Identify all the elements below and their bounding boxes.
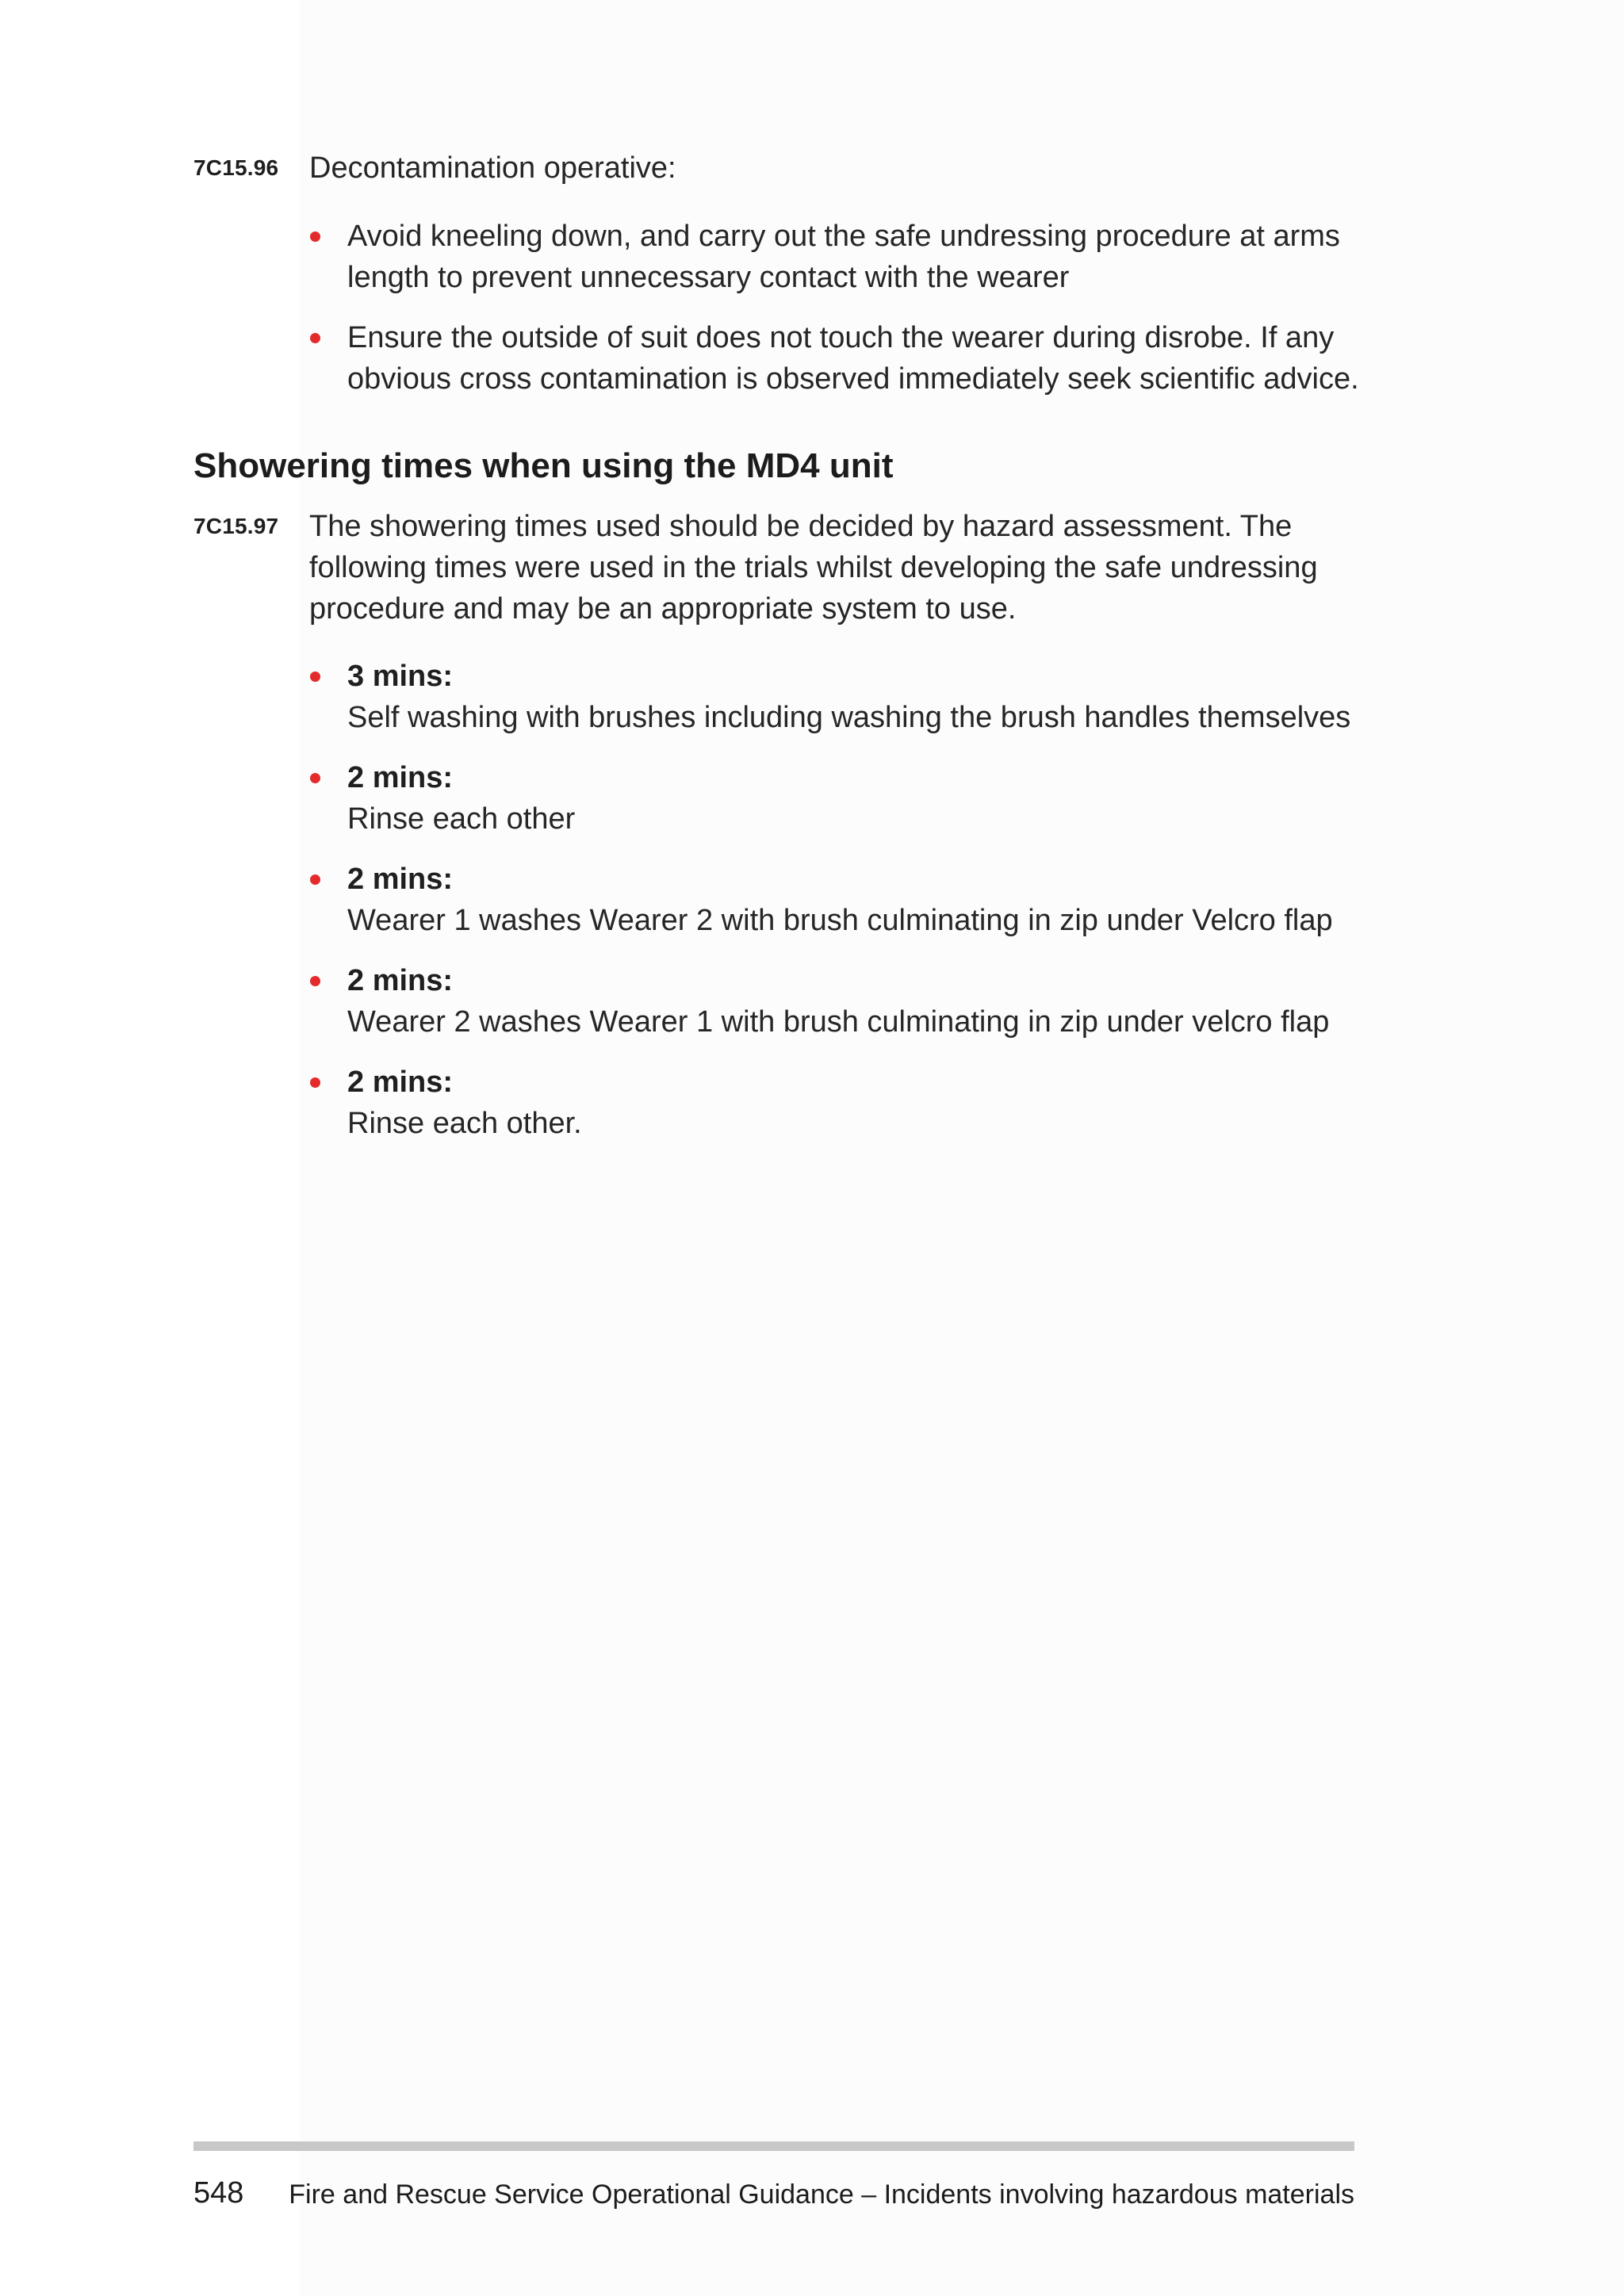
- list-item: [309, 1062, 1364, 1144]
- list-item: [309, 859, 1364, 941]
- bullet-icon: [310, 1077, 320, 1088]
- page-number: 548: [193, 2176, 244, 2210]
- paragraph-number: 7C15.96: [193, 155, 279, 180]
- bullet-text: Rinse each other.: [347, 1107, 582, 1140]
- paragraph-text: The showering times used should be decided by hazard assessment. The following times were used in the trials whilst developing the safe undressing procedure and may be an appropriate system to use.: [309, 510, 1318, 626]
- bullet-icon: [310, 874, 320, 885]
- list-item: [309, 757, 1364, 840]
- bullet-text: Rinse each other: [347, 802, 576, 836]
- bullet-heading: 2 mins:: [347, 761, 454, 794]
- list-item: [309, 960, 1364, 1043]
- bullet-text: Wearer 2 washes Wearer 1 with brush culminating in zip under velcro flap: [347, 1005, 1330, 1039]
- bullet-icon: [310, 672, 320, 682]
- footer-divider: [193, 2141, 1354, 2151]
- bullet-icon: [310, 773, 320, 783]
- paragraph-number: 7C15.97: [193, 514, 279, 538]
- bullet-heading: 2 mins:: [347, 964, 454, 997]
- list-item: [309, 216, 1364, 298]
- bullet-icon: [310, 232, 320, 242]
- list-item: [309, 317, 1364, 400]
- decontamination-bullet-list: [309, 216, 1364, 419]
- bullet-text: Wearer 1 washes Wearer 2 with brush culminating in zip under Velcro flap: [347, 904, 1333, 937]
- footer-document-title: Fire and Rescue Service Operational Guidance – Incidents involving hazardous materials: [289, 2179, 1354, 2210]
- list-item: [309, 656, 1364, 738]
- showering-times-list: [309, 656, 1364, 1163]
- bullet-icon: [310, 333, 320, 343]
- paragraph-text: Decontamination operative:: [309, 151, 676, 185]
- bullet-heading: 2 mins:: [347, 1066, 454, 1099]
- bullet-text: Ensure the outside of suit does not touch the wearer during disrobe. If any obvious cross contamination is observed immediately seek scientific advice.: [347, 321, 1359, 396]
- bullet-icon: [310, 976, 320, 986]
- bullet-text: Self washing with brushes including washing the brush handles themselves: [347, 701, 1351, 734]
- bullet-heading: 2 mins:: [347, 863, 454, 896]
- bullet-heading: 3 mins:: [347, 660, 454, 693]
- section-heading: Showering times when using the MD4 unit: [193, 446, 894, 485]
- bullet-text: Avoid kneeling down, and carry out the safe undressing procedure at arms length to prevent unnecessary contact with the wearer: [347, 220, 1340, 294]
